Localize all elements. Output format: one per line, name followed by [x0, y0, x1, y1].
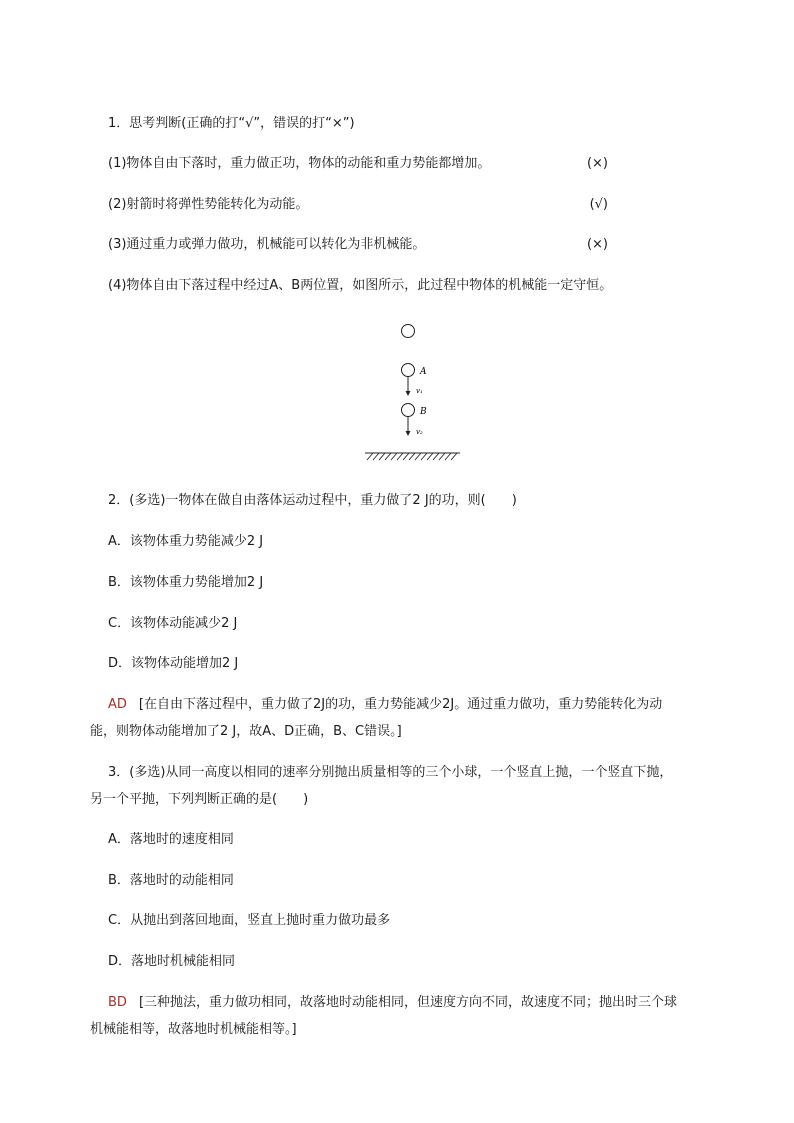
q2-explanation-line-1 [108, 695, 734, 715]
label-v1: v₁ [416, 387, 423, 395]
q3-explanation-text-1: [三种抛法，重力做功相同，故落地时动能相同，但速度方向不同，故速度不同；抛出时三个球 [138, 995, 678, 1010]
q2-option-d: D．该物体动能增加2 J [108, 656, 239, 671]
q3-explanation-line-2: 机械能相等，故落地时机械能相等。] [90, 1022, 297, 1037]
label-a: A [420, 367, 427, 377]
ball-a [402, 364, 415, 377]
q1-item-4: (4)物体自由下落过程中经过A、B两位置，如图所示，此过程中物体的机械能一定守恒。 [108, 278, 613, 293]
q2-option-b: B．该物体重力势能增加2 J [108, 575, 264, 590]
arrowhead-v2 [406, 431, 411, 436]
q3-option-c: C．从抛出到落回地面，竖直上抛时重力做功最多 [108, 913, 391, 928]
ground-hatch [365, 453, 460, 460]
q1-item-3-mark: (×) [586, 237, 608, 252]
q2-stem: 2．(多选)一物体在做自由落体运动过程中，重力做了2 J的功，则( ) [108, 493, 517, 508]
q3-option-a: A．落地时的速度相同 [108, 832, 234, 847]
q2-option-c: C．该物体动能减少2 J [108, 616, 238, 631]
q2-answer-key: AD [108, 697, 127, 712]
q3-stem-line-1: 3．(多选)从同一高度以相同的速率分别抛出质量相等的三个小球，一个竖直上抛，一个竖直下抛， [108, 765, 673, 780]
ball-top [402, 325, 415, 338]
q3-option-b: B．落地时的动能相同 [108, 873, 234, 888]
q3-stem-line-2: 另一个平抛，下列判断正确的是( ) [90, 792, 309, 807]
q1-item-2-mark: (√) [589, 197, 608, 212]
arrowhead-v1 [406, 391, 411, 396]
q1-item-1: (1)物体自由下落时，重力做正功，物体的动能和重力势能都增加。 [108, 156, 491, 171]
q1-item-2: (2)射箭时将弹性势能转化为动能。 [108, 197, 309, 212]
q2-explanation-line-2: 能，则物体动能增加了2 J，故A、D正确，B、C错误。] [90, 724, 402, 739]
ball-b [402, 404, 415, 417]
q2-option-a: A．该物体重力势能减少2 J [108, 534, 264, 549]
q1-item-3: (3)通过重力或弹力做功，机械能可以转化为非机械能。 [108, 237, 426, 252]
free-fall-figure [360, 318, 470, 468]
q3-explanation-line-1 [108, 993, 734, 1013]
q2-explanation-text-1: [在自由下落过程中，重力做了2J的功，重力势能减少2J。通过重力做功，重力势能转化为动 [138, 697, 663, 712]
label-b: B [420, 407, 427, 417]
q3-answer-key: BD [108, 995, 127, 1010]
q1-title: 1．思考判断(正确的打“√”，错误的打“×”) [108, 116, 355, 131]
q3-option-d: D．落地时机械能相同 [108, 954, 236, 969]
label-v2: v₂ [416, 428, 423, 436]
q1-item-1-mark: (×) [586, 156, 608, 171]
